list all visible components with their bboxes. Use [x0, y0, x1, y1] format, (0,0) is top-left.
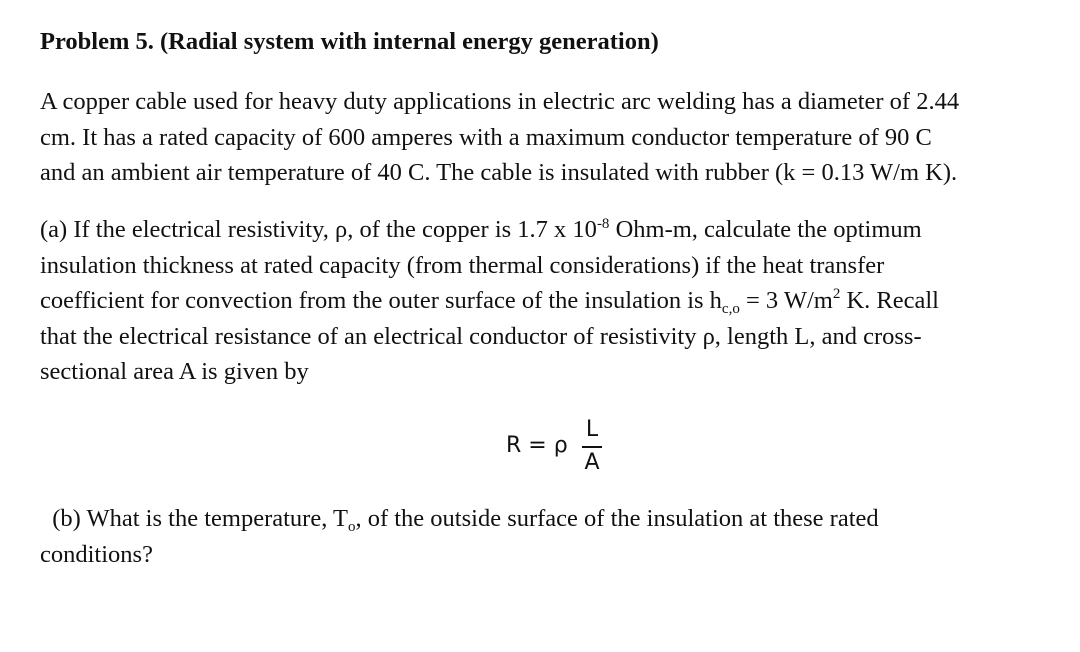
part-a-line-4: that the electrical resistance of an electrical conductor of resistivity ρ, length L, and cross-: [40, 322, 922, 350]
problem-title: Problem 5. (Radial system with internal energy generation): [40, 28, 659, 55]
squared-superscript: 2: [832, 286, 841, 302]
formula-numerator: L: [585, 417, 599, 442]
intro-paragraph: [40, 84, 959, 191]
exponent: -8: [596, 216, 610, 232]
formula-fraction: [581, 416, 603, 478]
part-b-line-1-text: (b) What is the temperature, T: [40, 505, 348, 532]
part-a-line-1: [40, 212, 939, 248]
t-subscript: o: [347, 519, 356, 535]
fraction-bar: [582, 446, 602, 448]
h-subscript: c,o: [721, 301, 740, 317]
intro-line-2: cm. It has a rated capacity of 600 amperes with a maximum conductor temperature of 90 C: [40, 123, 932, 151]
part-b-line-1: [40, 501, 879, 537]
resistance-formula: [506, 416, 606, 482]
part-a-line-3-tail: K. Recall: [840, 287, 939, 314]
part-a-line-1-tail: Ohm-m, calculate the optimum: [609, 216, 922, 243]
intro-line-3: and an ambient air temperature of 40 C. The cable is insulated with rubber (k = 0.13 W/m K).: [40, 159, 958, 186]
part-a-line-3: [40, 283, 939, 319]
part-a-line-1-text: (a) If the electrical resistivity, ρ, of the copper is 1.7 x 10: [40, 216, 597, 243]
part-b-line-1-tail: , of the outside surface of the insulation at these rated: [355, 505, 879, 532]
part-a-line-2: insulation thickness at rated capacity (from thermal considerations) if the heat transfer: [40, 251, 885, 279]
part-a-line-3-text: coefficient for convection from the outer surface of the insulation is h: [40, 287, 722, 314]
formula-denominator: A: [584, 450, 600, 475]
part-a-line-3-mid: = 3 W/m: [739, 287, 833, 314]
intro-line-1: A copper cable used for heavy duty applications in electric arc welding has a diameter of 2.44: [40, 88, 960, 115]
part-a-line-5: sectional area A is given by: [40, 358, 309, 385]
part-b-paragraph: [40, 501, 879, 572]
part-a-paragraph: [40, 212, 939, 390]
part-b-line-2: conditions?: [40, 540, 153, 568]
formula-lhs: R = ρ: [506, 433, 568, 458]
